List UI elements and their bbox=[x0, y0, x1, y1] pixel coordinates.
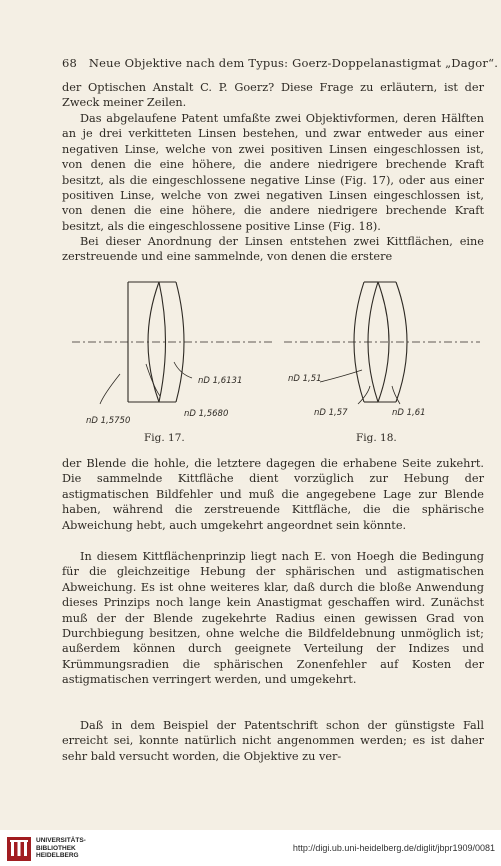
paragraph-6: Daß in dem Beispiel der Patentschrift schon der günstigste Fall erreicht sei, konnte natürlich nicht angenommen werden; es ist daher sehr bald versucht worden, die Objektive zu ver- bbox=[62, 719, 484, 763]
lens-figures bbox=[62, 270, 484, 450]
fig18-caption: Fig. 18. bbox=[356, 432, 397, 444]
library-logo-icon bbox=[6, 836, 32, 862]
running-header bbox=[62, 56, 499, 70]
fig18-index-label: nD 1,57 bbox=[314, 408, 348, 418]
paragraph-4: der Blende die hohle, die letztere dagegen die erhabene Seite zukehrt. Die sammelnde Kittfläche dient vorzüglich zur Hebung der astigmatischen Bildfehler und muß die angegebene Lage zur Blende haben, während die zerstreuende Kittfläche, die die sphärische Abweichung hebt, auch umgekehrt angeordnet sein könnte. bbox=[62, 457, 484, 532]
source-url-link[interactable]: http://digi.ub.uni-heidelberg.de/diglit/jbpr1909/0081 bbox=[292, 843, 495, 853]
fig17-caption: Fig. 17. bbox=[144, 432, 185, 444]
running-title: Neue Objektive nach dem Typus: Goerz-Doppelanastigmat „Dagor“. bbox=[88, 56, 499, 70]
library-footer bbox=[0, 830, 501, 866]
fig18-index-label: nD 1,61 bbox=[392, 408, 426, 418]
fig18-lens-drawing bbox=[284, 282, 480, 404]
paragraph-1: der Optischen Anstalt C. P. Goerz? Diese Frage zu erläutern, ist der Zweck meiner Zeilen. bbox=[62, 81, 484, 110]
paragraph-2: Das abgelaufene Patent umfaßte zwei Objektivformen, deren Hälften an je drei verkitteten Linsen bestehen, und zwar entweder aus einer negativen Linse, welche von zwei positiven Linsen eingeschlossen ist, von denen die eine höhere, die andere niedrigere brechende Kraft besitzt, als die eingeschlossene negative Linse (Fig. 17), oder aus einer positiven Linse, welche von zwei negativen Linsen eingeschlossen ist, von denen die eine höhere, die andere niedrigere brechende Kraft besitzt, als die eingeschlossene positive Linse (Fig. 18). bbox=[62, 112, 484, 233]
library-name: UNIVERSITÄTS- BIBLIOTHEK HEIDELBERG bbox=[36, 837, 86, 859]
paragraph-5: In diesem Kittflächenprinzip liegt nach E. von Hoegh die Bedingung für die gleichzeitige Hebung der sphärischen und astigmatischen Abweichung. Es ist ohne weiteres klar, daß durch die bloße Anwendung dieses Prinzips noch lange kein Anastigmat geschaffen wird. Zunächst muß der der Blende zugekehrte Radius einen gewissen Grad von Durchbiegung besitzen, ohne welche die Bildfeldebnung unmöglich ist; außerdem können durch geeignete Verteilung der Indizes und Krümmungsradien die sphärischen Zonenfehler auf Kosten der astigmatischen verringert werden, und umgekehrt. bbox=[62, 550, 484, 687]
page-number: 68 bbox=[62, 56, 78, 70]
fig18-index-label: nD 1,51 bbox=[288, 374, 322, 384]
fig17-index-label: nD 1,6131 bbox=[198, 376, 243, 386]
fig17-index-label: nD 1,5680 bbox=[184, 409, 229, 419]
fig17-index-label: nD 1,5750 bbox=[86, 416, 131, 426]
paragraph-3: Bei dieser Anordnung der Linsen entstehen zwei Kittflächen, eine zerstreuende und eine sammelnde, von denen die erstere bbox=[62, 235, 484, 264]
